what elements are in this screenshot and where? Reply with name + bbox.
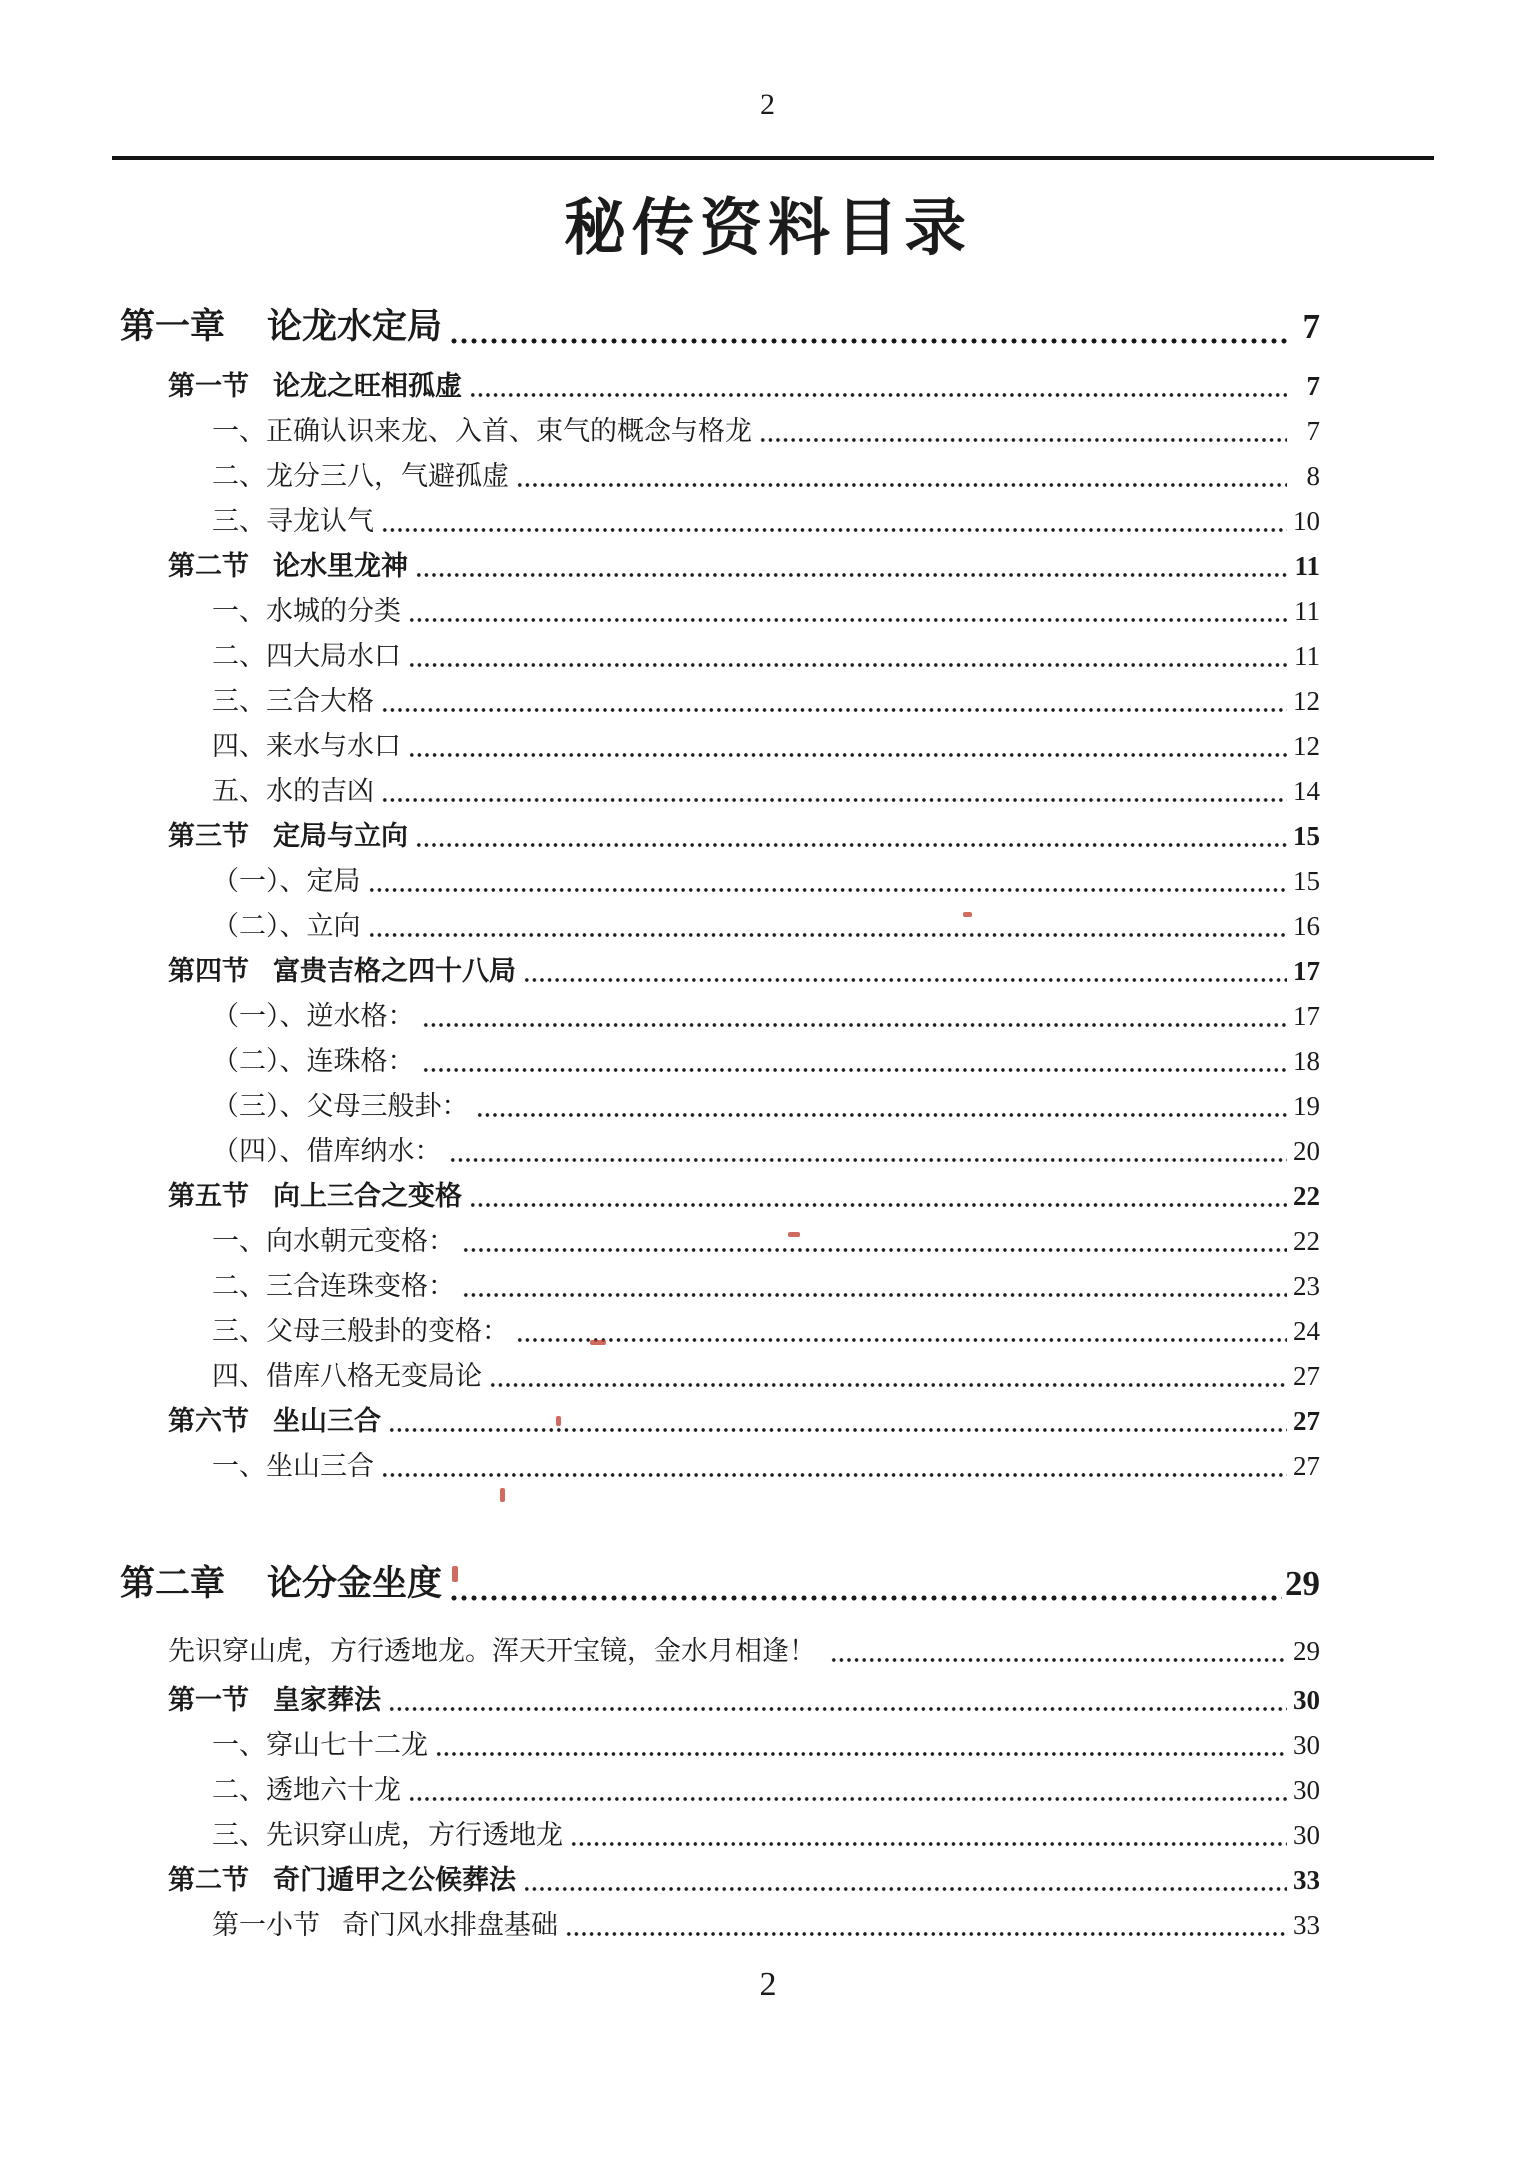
toc-entry-page: 29 xyxy=(1285,1564,1320,1603)
toc-entry-page: 7 xyxy=(1302,307,1320,346)
dot-leader-icon xyxy=(830,1655,1287,1665)
toc-entry-title: 奇门风水排盘基础 xyxy=(342,1910,558,1940)
header-page-number: 2 xyxy=(760,88,776,121)
toc-entry-title: 二、三合连珠变格： xyxy=(212,1271,455,1301)
dot-leader-icon xyxy=(469,390,1287,400)
toc-entry xyxy=(120,679,1320,724)
toc-entry-page: 14 xyxy=(1293,776,1320,806)
dot-leader-icon xyxy=(759,435,1287,445)
toc-entry-label: 第四节 xyxy=(168,956,249,986)
toc-entry xyxy=(120,1723,1320,1768)
dot-leader-icon xyxy=(565,1929,1287,1939)
toc-entry xyxy=(120,1813,1320,1858)
toc-entry-title: 一、水城的分类 xyxy=(212,596,401,626)
dot-leader-icon xyxy=(435,1749,1287,1759)
scan-artifact xyxy=(556,1416,561,1426)
toc-entry-page: 30 xyxy=(1293,1730,1320,1760)
dot-leader-icon xyxy=(516,480,1287,490)
toc-entry-title: 论分金坐度 xyxy=(267,1564,443,1603)
toc-entry-page: 27 xyxy=(1293,1361,1320,1391)
toc-entry xyxy=(120,1858,1320,1903)
toc-entry xyxy=(120,1039,1320,1084)
toc-entry-title: 一、向水朝元变格： xyxy=(212,1226,455,1256)
toc-entry-page: 23 xyxy=(1293,1271,1320,1301)
toc-entry xyxy=(120,589,1320,634)
dot-leader-icon xyxy=(489,1380,1287,1390)
page-title: 秘传资料目录 xyxy=(563,195,972,263)
dot-leader-icon xyxy=(415,570,1287,580)
toc-entry xyxy=(120,1084,1320,1129)
toc-entry-label: 第一节 xyxy=(168,1685,249,1715)
toc-entry-title: 三、三合大格 xyxy=(212,686,374,716)
toc-entry-title: 向上三合之变格 xyxy=(273,1181,462,1211)
toc-entry xyxy=(120,296,1320,358)
toc-entry-page: 33 xyxy=(1293,1865,1320,1895)
toc-entry-page: 10 xyxy=(1293,506,1320,536)
toc-entry xyxy=(120,1219,1320,1264)
toc-entry xyxy=(120,814,1320,859)
toc-entry-title: 坐山三合 xyxy=(273,1406,381,1436)
scan-artifact xyxy=(590,1340,606,1345)
toc-entry-title: 论龙之旺相孤虚 xyxy=(273,371,462,401)
toc-entry-title: 富贵吉格之四十八局 xyxy=(273,956,516,986)
toc-entry-label: 第三节 xyxy=(168,821,249,851)
toc-entry-title: 论龙水定局 xyxy=(267,307,443,346)
toc-entry-title: 二、透地六十龙 xyxy=(212,1775,401,1805)
scan-artifact xyxy=(963,912,972,917)
toc-entry-page: 30 xyxy=(1293,1820,1320,1850)
toc-entry-page: 15 xyxy=(1293,866,1320,896)
toc-entry-title: 一、穿山七十二龙 xyxy=(212,1730,428,1760)
toc-entry xyxy=(120,1444,1320,1489)
toc-entry-title: 四、借库八格无变局论 xyxy=(212,1361,482,1391)
toc-entry-label: 第一小节 xyxy=(212,1910,320,1940)
dot-leader-icon xyxy=(381,705,1287,715)
toc-entry-title: 二、龙分三八，气避孤虚 xyxy=(212,461,509,491)
toc-entry xyxy=(120,1399,1320,1444)
toc-entry-page: 22 xyxy=(1293,1226,1320,1256)
dot-leader-icon xyxy=(449,1591,1282,1604)
toc-entry xyxy=(120,499,1320,544)
toc-entry xyxy=(120,1768,1320,1813)
toc-entry-page: 29 xyxy=(1293,1636,1320,1666)
toc-entry-title: 奇门遁甲之公候葬法 xyxy=(273,1865,516,1895)
footer-page-number: 2 xyxy=(759,1966,777,1996)
toc-entry xyxy=(120,1903,1320,1948)
toc-entry xyxy=(120,1174,1320,1219)
toc-entry-label: 第二节 xyxy=(168,1865,249,1895)
toc-entry-title: （一）、逆水格： xyxy=(212,1001,415,1031)
toc-entry xyxy=(120,859,1320,904)
toc-entry-page: 27 xyxy=(1293,1451,1320,1481)
toc-entry xyxy=(120,1354,1320,1399)
toc-entry xyxy=(120,454,1320,499)
toc-entry-title: 定局与立向 xyxy=(273,821,408,851)
scan-artifact xyxy=(788,1232,800,1237)
toc-entry-page: 17 xyxy=(1293,956,1320,986)
scan-artifact xyxy=(500,1488,505,1502)
toc-entry-title: 一、正确认识来龙、入首、束气的概念与格龙 xyxy=(212,416,752,446)
toc-entry-label: 第一节 xyxy=(168,371,249,401)
dot-leader-icon xyxy=(422,1065,1288,1075)
dot-leader-icon xyxy=(449,1155,1288,1165)
toc-entry-label: 第五节 xyxy=(168,1181,249,1211)
toc-entry xyxy=(120,949,1320,994)
header-rule xyxy=(112,156,1434,160)
dot-leader-icon xyxy=(570,1839,1287,1849)
toc-entry-page: 20 xyxy=(1293,1136,1320,1166)
toc-entry xyxy=(120,1678,1320,1723)
toc-entry-title: （三）、父母三般卦： xyxy=(212,1091,469,1121)
dot-leader-icon xyxy=(449,334,1287,347)
toc-entry-page: 11 xyxy=(1294,596,1320,626)
dot-leader-icon xyxy=(462,1290,1287,1300)
dot-leader-icon xyxy=(408,615,1287,625)
dot-leader-icon xyxy=(523,1884,1287,1894)
toc-entry-page: 33 xyxy=(1293,1910,1320,1940)
toc-entry xyxy=(120,1264,1320,1309)
toc-entry xyxy=(120,1629,1320,1674)
toc-entry-page: 30 xyxy=(1293,1775,1320,1805)
toc-entry xyxy=(120,1553,1320,1615)
toc-entry-page: 18 xyxy=(1293,1046,1320,1076)
toc-entry-label: 第二节 xyxy=(168,551,249,581)
dot-leader-icon xyxy=(388,1704,1287,1714)
toc-entry xyxy=(120,769,1320,814)
toc-entry-title: （四）、借库纳水： xyxy=(212,1136,442,1166)
dot-leader-icon xyxy=(476,1110,1288,1120)
toc-entry xyxy=(120,409,1320,454)
toc-entry-page: 27 xyxy=(1293,1406,1320,1436)
toc-entry xyxy=(120,1129,1320,1174)
toc-entry-page: 7 xyxy=(1306,416,1320,446)
dot-leader-icon xyxy=(408,660,1287,670)
toc-entry-label: 第二章 xyxy=(120,1564,226,1603)
dot-leader-icon xyxy=(415,840,1287,850)
table-of-contents xyxy=(120,292,1320,1948)
dot-leader-icon xyxy=(408,1794,1287,1804)
toc-entry-title: 论水里龙神 xyxy=(273,551,408,581)
dot-leader-icon xyxy=(523,975,1287,985)
dot-leader-icon xyxy=(381,525,1287,535)
dot-leader-icon xyxy=(368,885,1288,895)
toc-entry-title: 三、寻龙认气 xyxy=(212,506,374,536)
toc-entry-page: 24 xyxy=(1293,1316,1320,1346)
dot-leader-icon xyxy=(381,1470,1287,1480)
dot-leader-icon xyxy=(368,930,1288,940)
toc-entry-title: 三、先识穿山虎，方行透地龙 xyxy=(212,1820,563,1850)
toc-entry-title: 皇家葬法 xyxy=(273,1685,381,1715)
toc-entry-page: 12 xyxy=(1293,731,1320,761)
toc-entry xyxy=(120,364,1320,409)
scan-artifact xyxy=(452,1566,458,1582)
dot-leader-icon xyxy=(516,1335,1287,1345)
dot-leader-icon xyxy=(381,795,1287,805)
toc-entry xyxy=(120,544,1320,589)
dot-leader-icon xyxy=(462,1245,1287,1255)
dot-leader-icon xyxy=(469,1200,1287,1210)
toc-entry-title: （二）、连珠格： xyxy=(212,1046,415,1076)
toc-entry-page: 30 xyxy=(1293,1685,1320,1715)
toc-entry-title: 一、坐山三合 xyxy=(212,1451,374,1481)
toc-entry-page: 7 xyxy=(1306,371,1320,401)
toc-entry-page: 11 xyxy=(1294,641,1320,671)
toc-entry-page: 12 xyxy=(1293,686,1320,716)
toc-entry xyxy=(120,634,1320,679)
toc-entry xyxy=(120,994,1320,1039)
toc-entry-label: 第一章 xyxy=(120,307,226,346)
toc-entry-title: 四、来水与水口 xyxy=(212,731,401,761)
toc-entry-title: （二）、立向 xyxy=(212,911,361,941)
toc-entry xyxy=(120,1309,1320,1354)
toc-entry-title: 三、父母三般卦的变格： xyxy=(212,1316,509,1346)
toc-entry-label: 第六节 xyxy=(168,1406,249,1436)
toc-entry-page: 19 xyxy=(1293,1091,1320,1121)
toc-entry xyxy=(120,724,1320,769)
toc-entry-title: 二、四大局水口 xyxy=(212,641,401,671)
toc-entry-page: 22 xyxy=(1293,1181,1320,1211)
dot-leader-icon xyxy=(408,750,1287,760)
dot-leader-icon xyxy=(422,1020,1288,1030)
toc-entry-title: （一）、定局 xyxy=(212,866,361,896)
toc-entry-page: 8 xyxy=(1306,461,1320,491)
toc-entry-page: 15 xyxy=(1293,821,1320,851)
dot-leader-icon xyxy=(388,1425,1287,1435)
toc-entry xyxy=(120,904,1320,949)
toc-entry-page: 17 xyxy=(1293,1001,1320,1031)
toc-entry-title: 先识穿山虎，方行透地龙。浑天开宝镜，金水月相逢！ xyxy=(168,1636,816,1666)
toc-entry-page: 16 xyxy=(1293,911,1320,941)
toc-entry-title: 五、水的吉凶 xyxy=(212,776,374,806)
toc-entry-page: 11 xyxy=(1294,551,1320,581)
